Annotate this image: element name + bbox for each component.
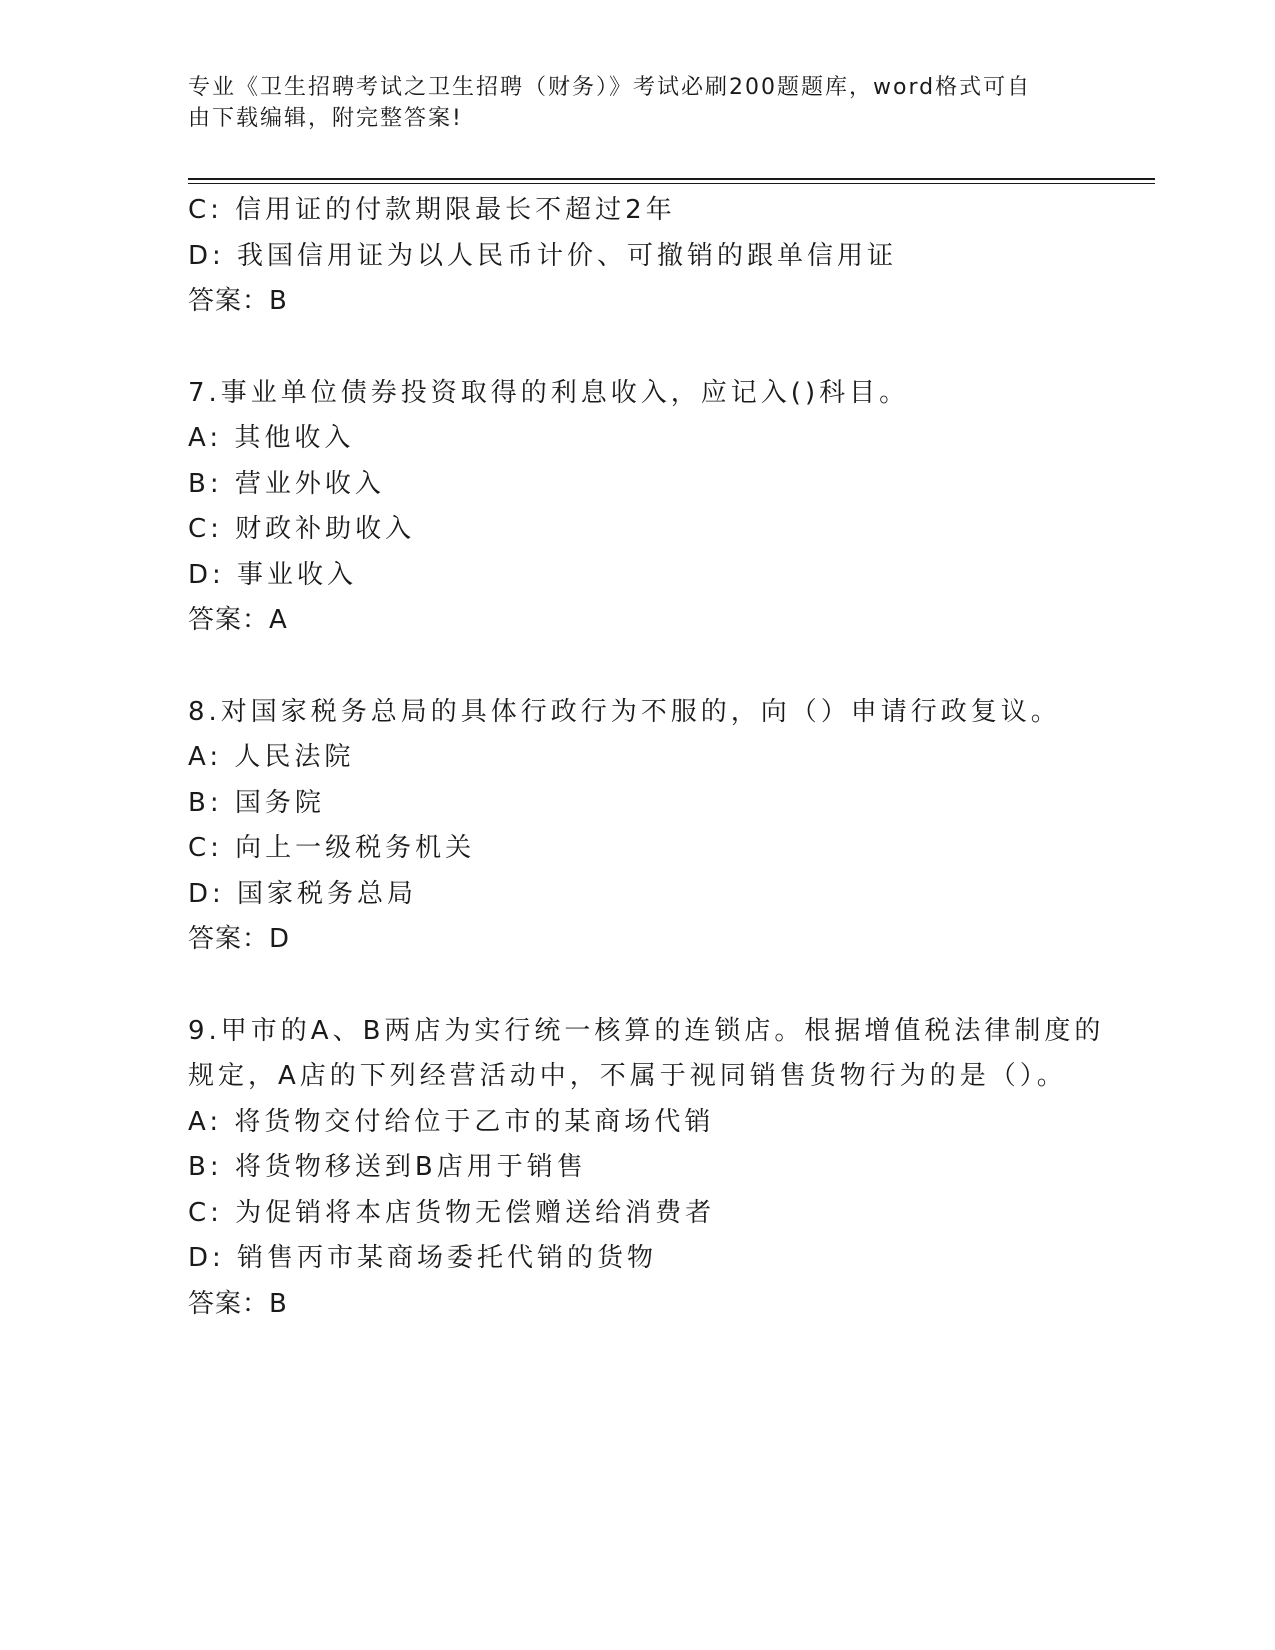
spacer xyxy=(188,644,1118,690)
answer-line: 答案：D xyxy=(188,924,291,954)
question-stem: 8.对国家税务总局的具体行政行为不服的，向（）申请行政复议。 xyxy=(188,696,1061,727)
question-stem-line-1: 9.甲市的A、B两店为实行统一核算的连锁店。根据增值税法律制度的 xyxy=(188,1015,1105,1046)
option-c: C: 为促销将本店货物无偿赠送给消费者 xyxy=(188,1197,716,1228)
option-d: D: 我国信用证为以人民币计价、可撤销的跟单信用证 xyxy=(188,240,898,271)
question-9 xyxy=(188,1009,1118,1328)
header-line-2: 由下载编辑，附完整答案! xyxy=(188,106,463,131)
question-stem: 7.事业单位债券投资取得的利息收入，应记入()科目。 xyxy=(188,377,910,408)
option-a: A: 人民法院 xyxy=(188,742,355,772)
question-7 xyxy=(188,371,1118,644)
option-d: D: 销售丙市某商场委托代销的货物 xyxy=(188,1243,658,1273)
question-8 xyxy=(188,690,1118,963)
option-c: C: 向上一级税务机关 xyxy=(188,833,476,863)
header-line-1: 专业《卫生招聘考试之卫生招聘（财务）》考试必刷200题题库，word格式可自 xyxy=(188,75,1032,100)
option-a: A: 其他收入 xyxy=(188,423,355,453)
option-c: C: 信用证的付款期限最长不超过2年 xyxy=(188,195,676,225)
spacer xyxy=(188,963,1118,1009)
spacer xyxy=(188,325,1118,371)
header-divider-thin xyxy=(188,183,1155,184)
option-b: B: 国务院 xyxy=(188,787,325,818)
answer-line: 答案：B xyxy=(188,1288,288,1319)
document-header xyxy=(188,72,1068,134)
option-a: A: 将货物交付给位于乙市的某商场代销 xyxy=(188,1106,715,1137)
answer-line: 答案：B xyxy=(188,286,288,316)
option-d: D: 国家税务总局 xyxy=(188,878,418,909)
option-b: B: 营业外收入 xyxy=(188,468,385,499)
answer-line: 答案：A xyxy=(188,605,288,635)
header-divider-thick xyxy=(188,178,1155,180)
option-c: C: 财政补助收入 xyxy=(188,514,416,544)
question-list xyxy=(188,188,1118,1327)
question-6-continuation xyxy=(188,188,1118,325)
option-d: D: 事业收入 xyxy=(188,559,358,590)
option-b: B: 将货物移送到B店用于销售 xyxy=(188,1152,587,1182)
question-stem-line-2: 规定，A店的下列经营活动中，不属于视同销售货物行为的是（）。 xyxy=(188,1061,1067,1091)
